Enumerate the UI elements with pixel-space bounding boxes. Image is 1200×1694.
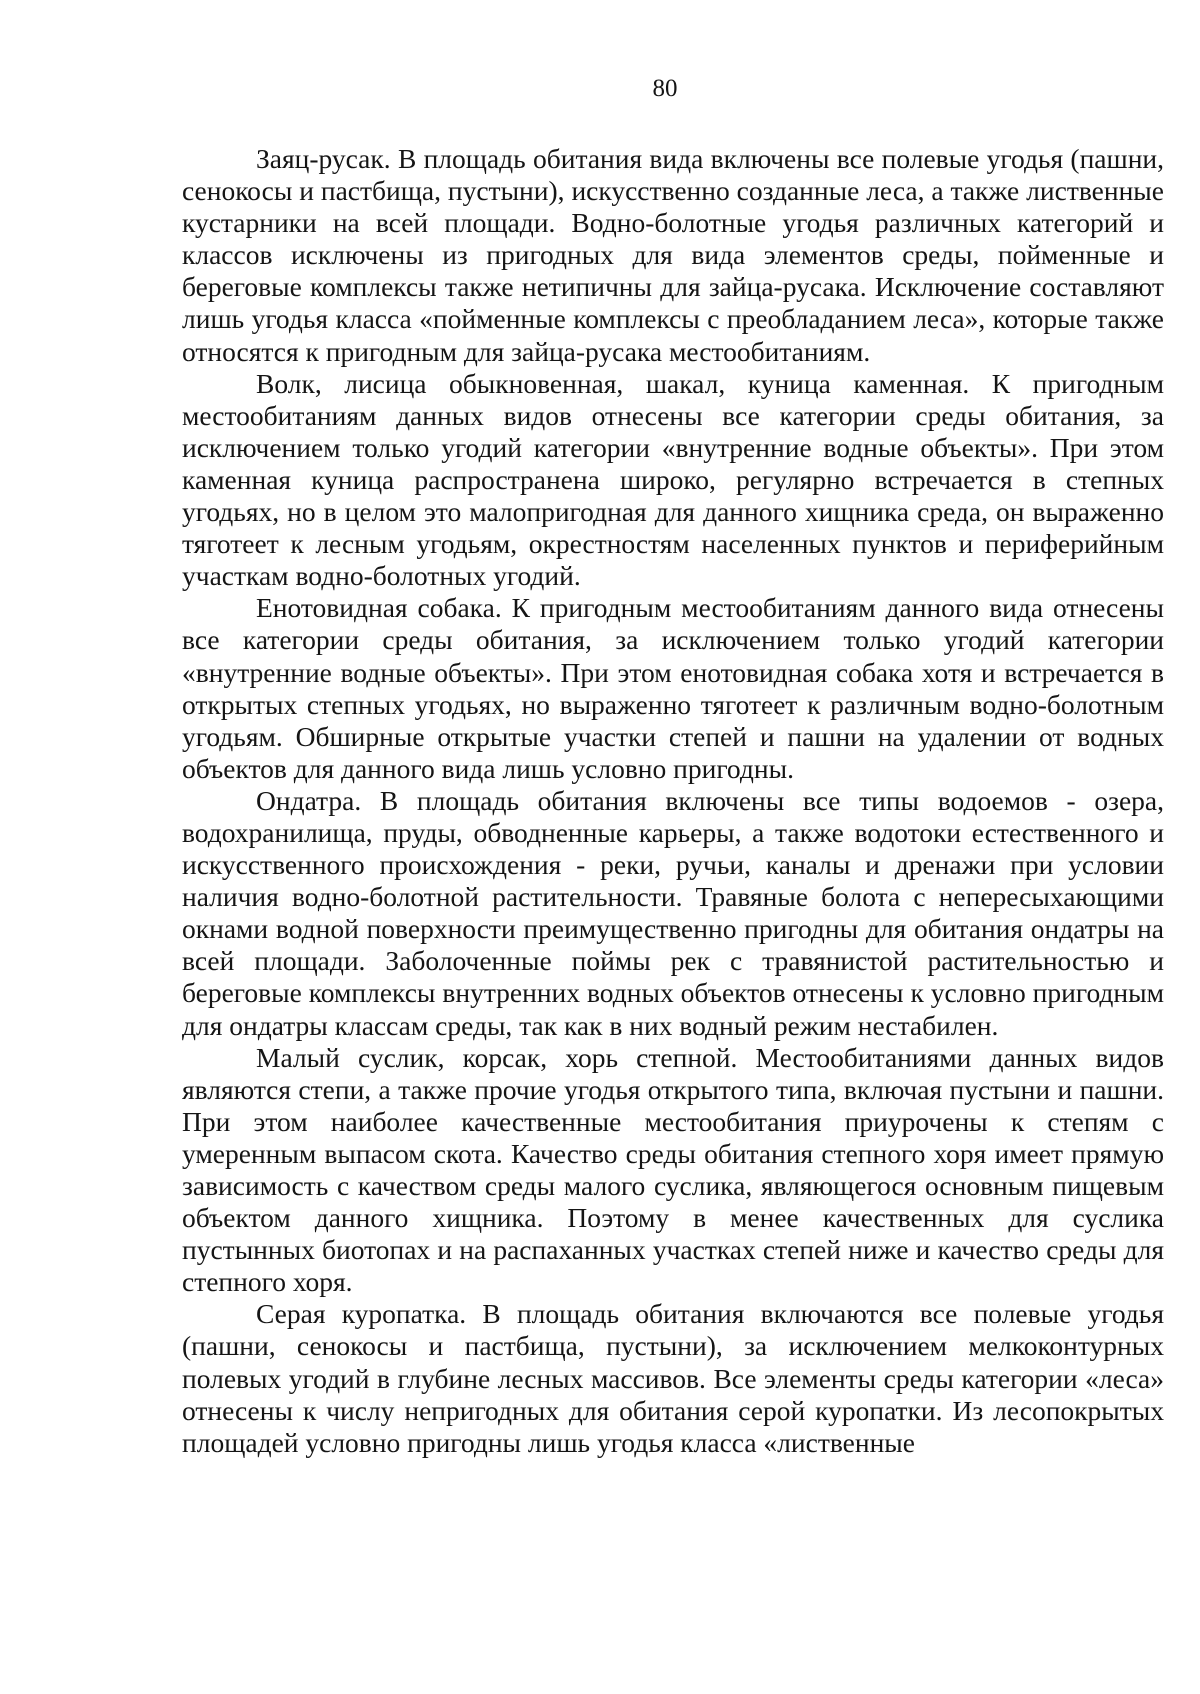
document-body <box>182 143 1164 1459</box>
paragraph-ground-squirrel-corsac-polecat: Малый суслик, корсак, хорь степной. Местообитаниями данных видов являются степи, а также прочие угодья открытого типа, включая пустыни и пашни. При этом наиболее качественные местообитания приурочены к степям с умеренным выпасом скота. Качество среды обитания степного хоря имеет прямую зависимость с качеством среды малого суслика, являющегося основным пищевым объектом данного хищника. Поэтому в менее качественных для суслика пустынных биотопах и на распаханных участках степей ниже и качество среды для степного хоря. <box>182 1041 1164 1298</box>
paragraph-muskrat: Ондатра. В площадь обитания включены все типы водоемов - озера, водохранилища, пруды, обводненные карьеры, а также водотоки естественного и искусственного происхождения - реки, ручьи, каналы и дренажи при условии наличия водно-болотной растительности. Травяные болота с непересыхающими окнами водной поверхности преимущественно пригодны для обитания ондатры на всей площади. Заболоченные поймы рек с травянистой растительностью и береговые комплексы внутренних водных объектов отнесены к условно пригодным для ондатры классам среды, так как в них водный режим нестабилен. <box>182 784 1164 1041</box>
paragraph-grey-partridge: Серая куропатка. В площадь обитания включаются все полевые угодья (пашни, сенокосы и пастбища, пустыни), за исключением мелкоконтурных полевых угодий в глубине лесных массивов. Все элементы среды категории «леса» отнесены к числу непригодных для обитания серой куропатки. Из лесопокрытых площадей условно пригодны лишь угодья класса «лиственные <box>182 1298 1164 1458</box>
paragraph-hare: Заяц-русак. В площадь обитания вида включены все полевые угодья (пашни, сенокосы и пастбища, пустыни), искусственно созданные леса, а также лиственные кустарники на всей площади. Водно-болотные угодья различных категорий и классов исключены из пригодных для вида элементов среды, пойменные и береговые комплексы также нетипичны для зайца-русака. Исключение составляют лишь угодья класса «пойменные комплексы с преобладанием леса», которые также относятся к пригодным для зайца-русака местообитаниям. <box>182 143 1164 367</box>
paragraph-wolf-fox-jackal-marten: Волк, лисица обыкновенная, шакал, куница каменная. К пригодным местообитаниям данных видов отнесены все категории среды обитания, за исключением только угодий категории «внутренние водные объекты». При этом каменная куница распространена широко, регулярно встречается в степных угодьях, но в целом это малопригодная для данного хищника среда, он выраженно тяготеет к лесным угодьям, окрестностям населенных пунктов и периферийным участкам водно-болотных угодий. <box>182 367 1164 592</box>
paragraph-raccoon-dog: Енотовидная собака. К пригодным местообитаниям данного вида отнесены все категории среды обитания, за исключением только угодий категории «внутренние водные объекты». При этом енотовидная собака хотя и встречается в открытых степных угодьях, но выраженно тяготеет к различным водно-болотным угодьям. Обширные открытые участки степей и пашни на удалении от водных объектов для данного вида лишь условно пригодны. <box>182 592 1164 784</box>
page-number: 80 <box>652 75 678 102</box>
